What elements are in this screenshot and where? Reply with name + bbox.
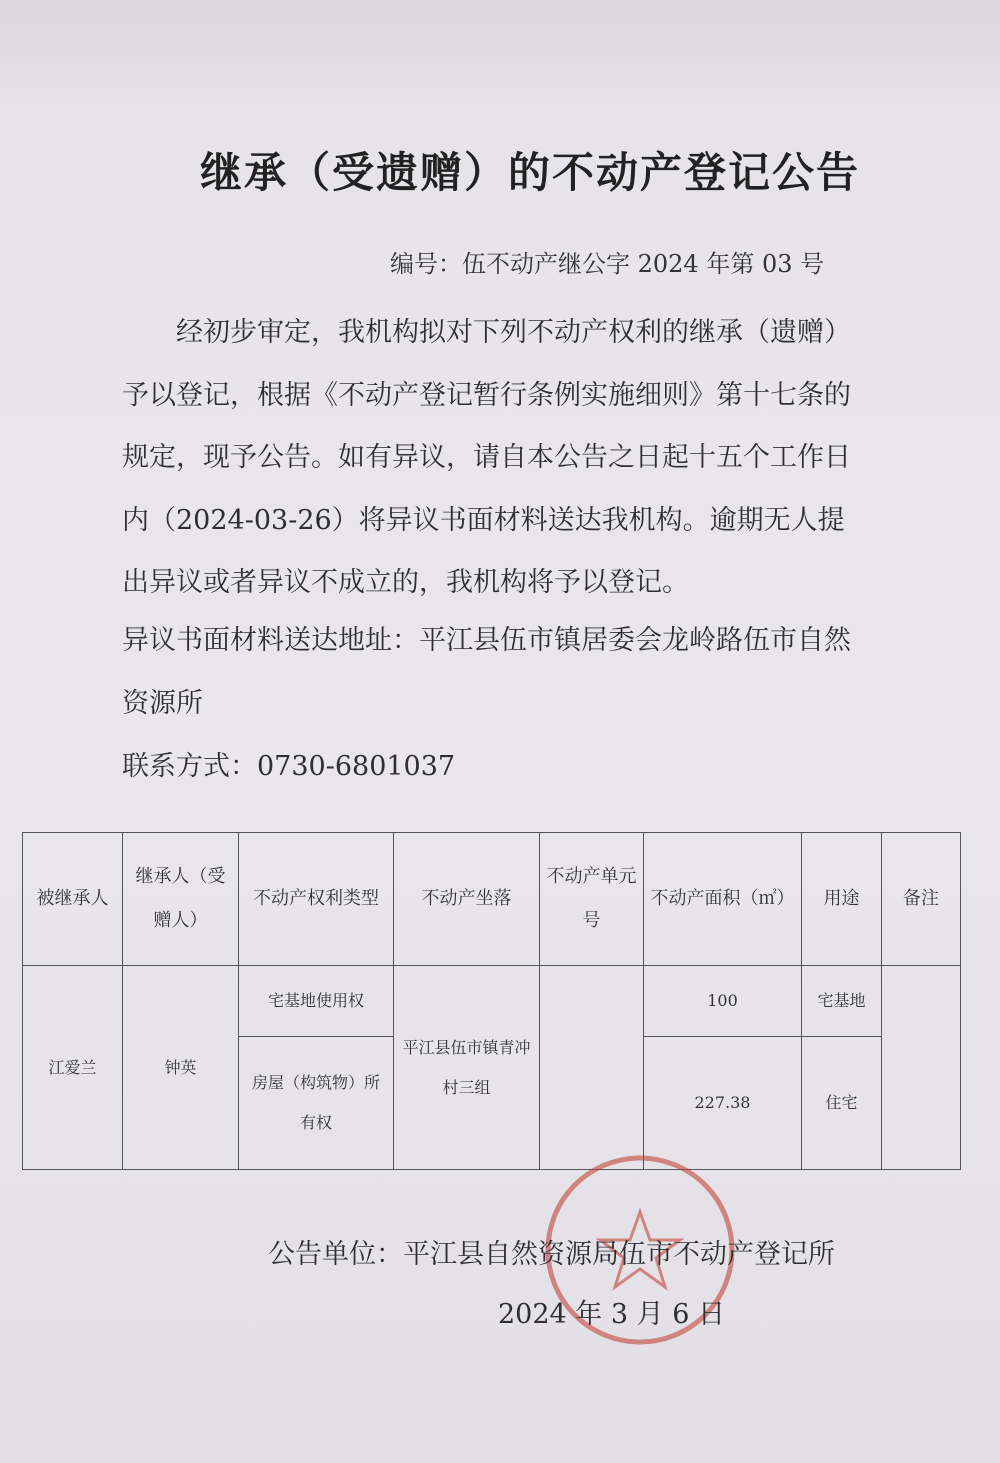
header-location: 不动产坐落: [394, 833, 540, 966]
issuing-unit: 公告单位：平江县自然资源局伍市不动产登记所: [268, 1239, 835, 1270]
cell-right-type-house: 房屋（构筑物）所有权: [239, 1036, 394, 1169]
header-right-type: 不动产权利类型: [239, 833, 394, 966]
notice-paragraph: 经初步审定，我机构拟对下列不动产权利的继承（遗赠）予以登记，根据《不动产登记暂行条例实施细则》第十七条的规定，现予公告。如有异议，请自本公告之日起十五个工作日内（2024-03-26）将异议书面材料送达我机构。逾期无人提出异议或者异议不成立的，我机构将予以登记。: [122, 317, 851, 598]
header-decedent: 被继承人: [23, 833, 123, 966]
cell-right-type-homestead: 宅基地使用权: [239, 966, 394, 1037]
objection-address: 异议书面材料送达地址：平江县伍市镇居委会龙岭路伍市自然资源所: [122, 625, 851, 719]
cell-usage-homestead: 宅基地: [802, 966, 882, 1037]
cell-decedent: 江爱兰: [23, 966, 123, 1170]
document-number: 编号：伍不动产继公字 2024 年第 03 号: [390, 250, 825, 278]
cell-heir: 钟英: [123, 966, 239, 1170]
header-remarks: 备注: [882, 833, 961, 966]
header-area: 不动产面积（㎡）: [644, 833, 802, 966]
cell-location: 平江县伍市镇青冲村三组: [394, 966, 540, 1170]
table-header-row: [23, 833, 961, 966]
header-usage: 用途: [802, 833, 882, 966]
cell-usage-house: 住宅: [802, 1036, 882, 1169]
cell-unit-number: [540, 966, 644, 1170]
cell-area-house: 227.38: [644, 1036, 802, 1169]
contact-info: 联系方式：0730-6801037: [122, 751, 456, 782]
issue-date: 2024 年 3 月 6 日: [498, 1299, 725, 1330]
header-unit-number: 不动产单元号: [540, 833, 644, 966]
registration-table: [22, 832, 961, 1170]
cell-remarks: [882, 966, 961, 1170]
cell-area-homestead: 100: [644, 966, 802, 1037]
header-heir: 继承人（受赠人）: [123, 833, 239, 966]
page-title: 继承（受遗赠）的不动产登记公告: [200, 148, 861, 197]
table-row: [23, 966, 961, 1037]
